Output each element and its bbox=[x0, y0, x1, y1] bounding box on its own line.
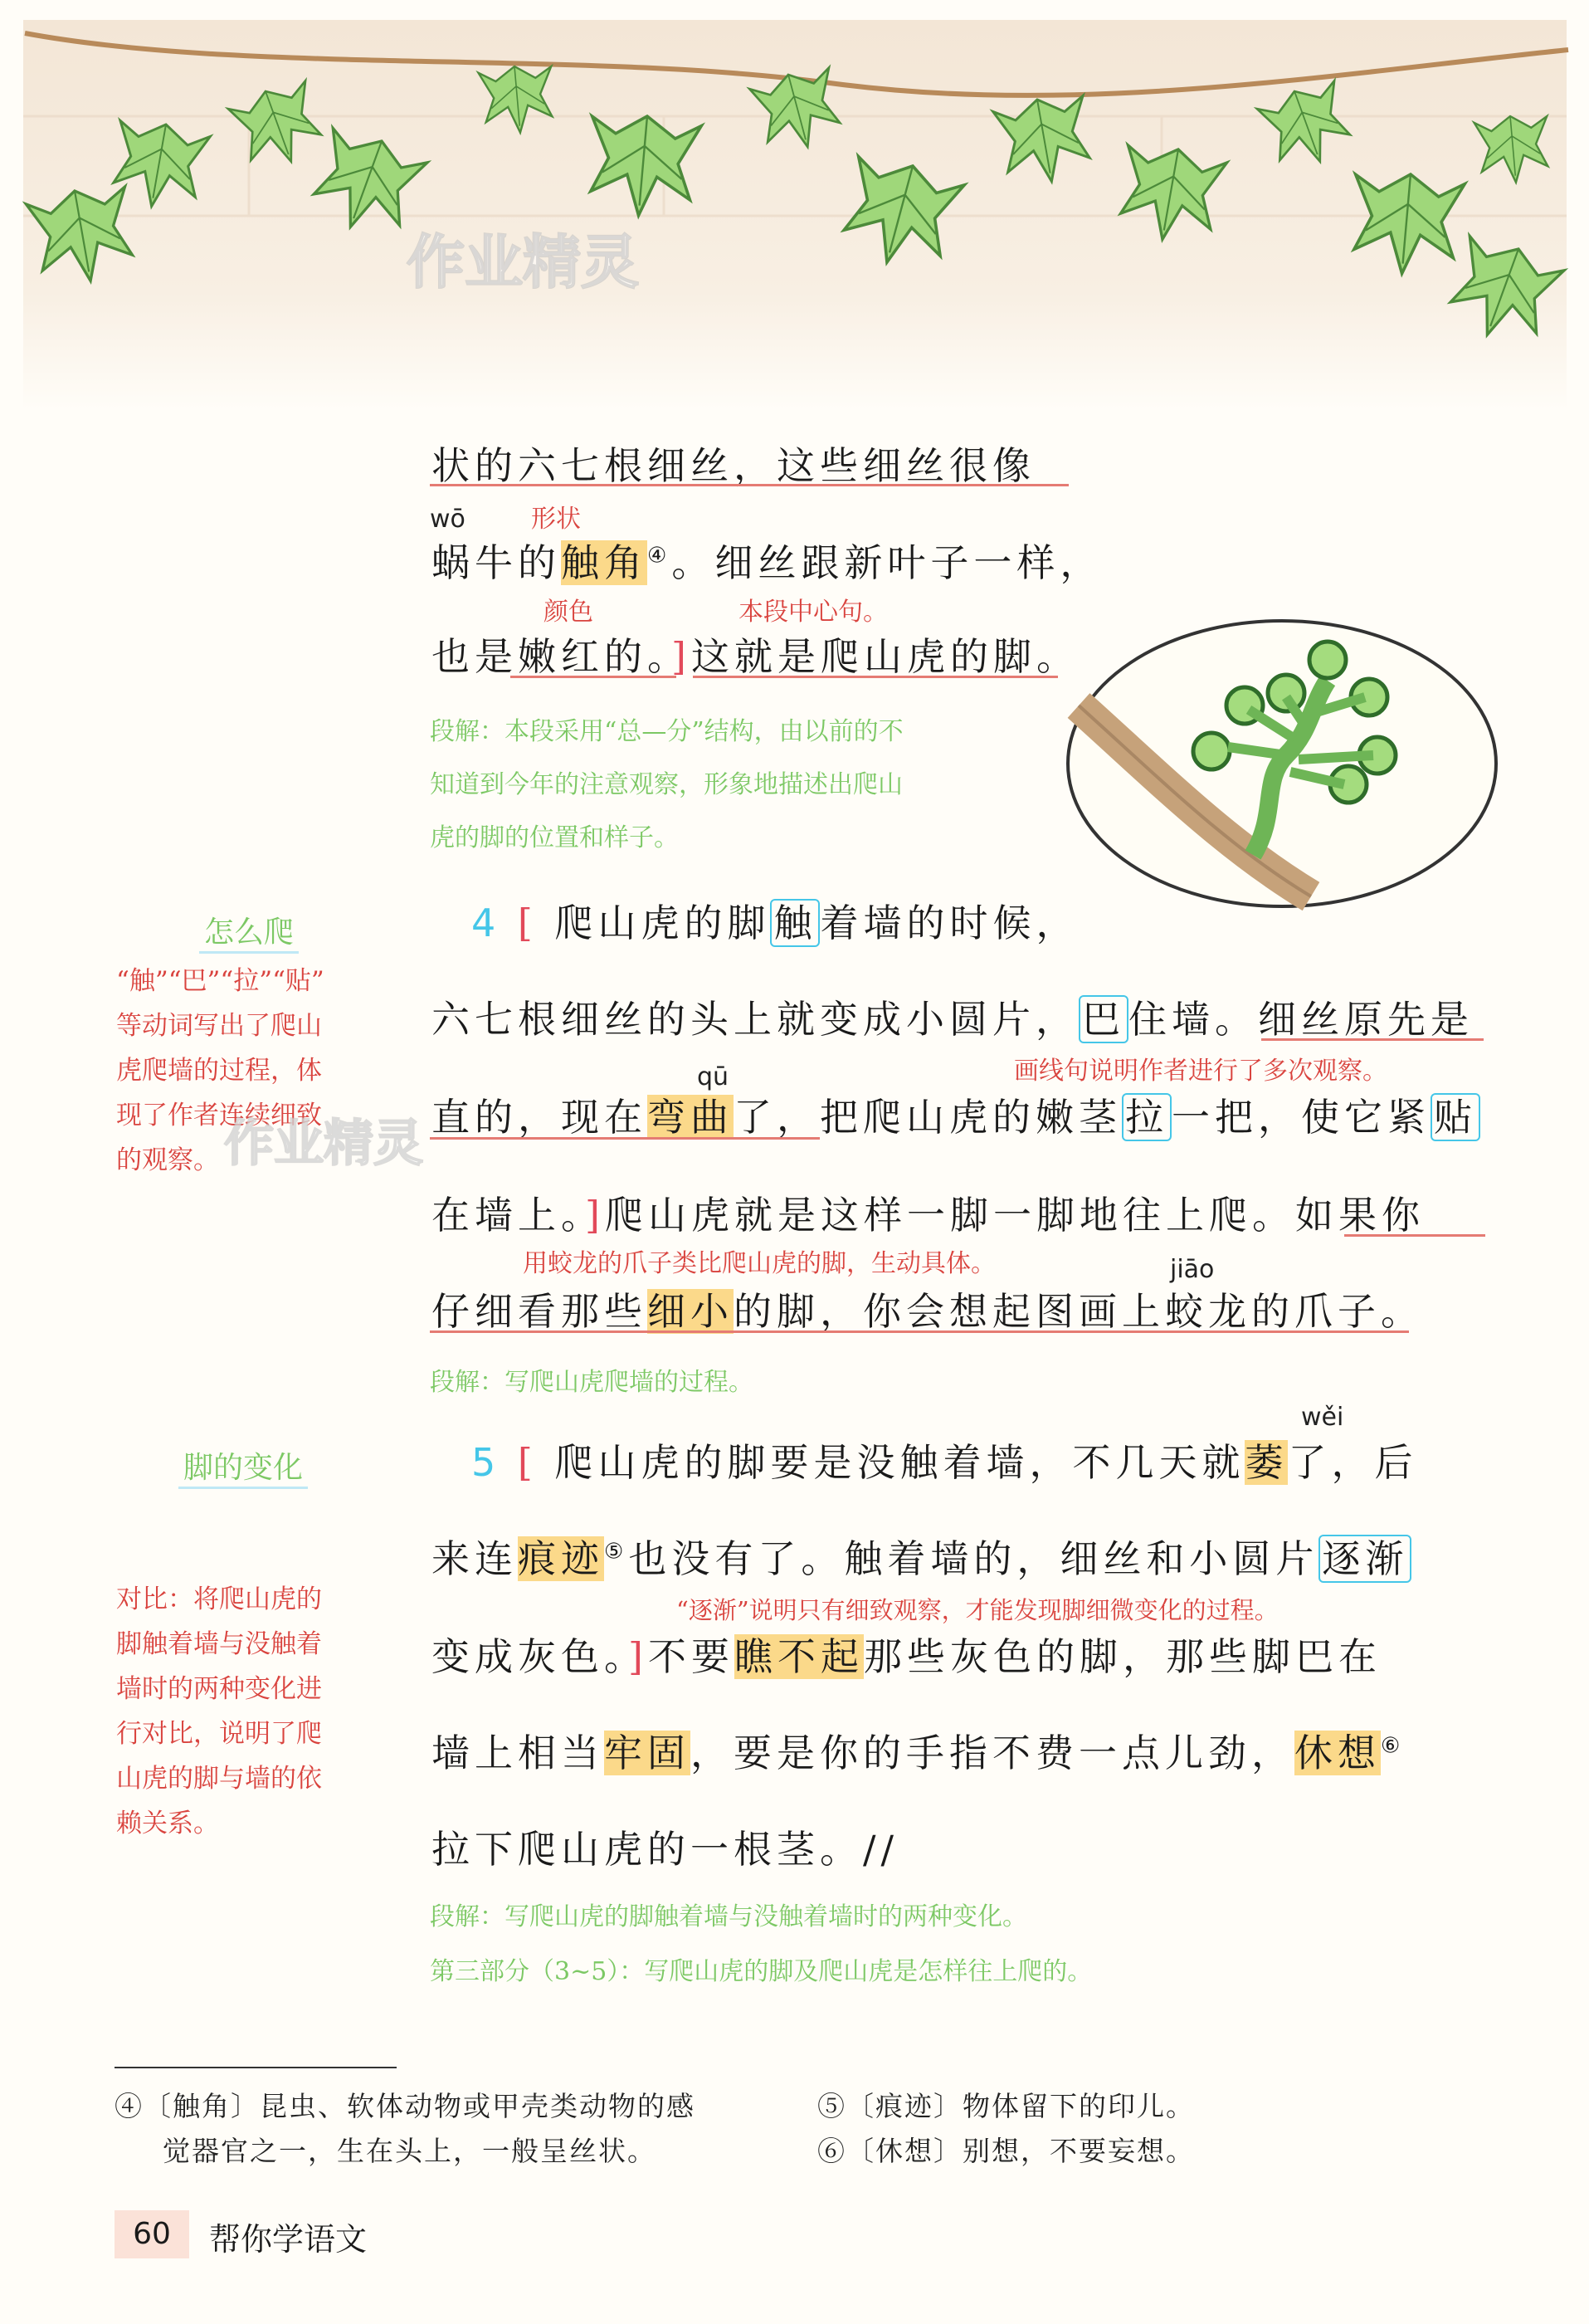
p3-line3-underline-a bbox=[510, 676, 676, 678]
p3-analysis-line1: 段解：本段采用“总—分”结构，由以前的不 bbox=[430, 717, 904, 746]
p4-line4-underline bbox=[1344, 1234, 1485, 1237]
leaf-banner bbox=[0, 0, 1589, 415]
p3-analysis-line2: 知道到今年的注意观察，形象地描述出爬山 bbox=[430, 770, 903, 799]
ann-yanse: 颜色 bbox=[543, 598, 593, 627]
footnote-divider bbox=[115, 2067, 397, 2068]
watermark: 作业精灵 bbox=[407, 228, 639, 296]
p4-line1: 4 [ 爬山虎的脚触着墙的时候， bbox=[471, 901, 1080, 945]
p3-line1-underline bbox=[430, 484, 1069, 486]
pinyin-wo: wō bbox=[430, 505, 465, 534]
p5-line5: 拉下爬山虎的一根茎。// bbox=[431, 1827, 899, 1872]
p4-line3: 直的，现在弯曲了，把爬山虎的嫩茎拉一把，使它紧贴 bbox=[431, 1087, 1480, 1142]
footnote-4-line1: ④〔触角〕昆虫、软体动物或甲壳类动物的感 bbox=[115, 2090, 695, 2122]
ann-compare: 用蛟龙的爪子类比爬山虎的脚，生动具体。 bbox=[523, 1249, 996, 1278]
p5-line1: 5 [ 爬山虎的脚要是没触着墙，不几天就萎了，后 bbox=[471, 1440, 1418, 1485]
p3-line3: 也是嫩红的。]这就是爬山虎的脚。 bbox=[431, 634, 1080, 679]
side-title-foot-change: 脚的变化 bbox=[178, 1444, 308, 1489]
pinyin-wei: wěi bbox=[1301, 1403, 1344, 1432]
side-title-how-climb: 怎么爬 bbox=[199, 909, 299, 954]
p5-line3: 变成灰色。]不要瞧不起那些灰色的脚，那些脚巴在 bbox=[431, 1634, 1382, 1679]
p4-line2: 六七根细丝的头上就变成小圆片，巴住墙。细丝原先是 bbox=[431, 997, 1474, 1042]
p5-line2: 来连痕迹⑤也没有了。触着墙的，细丝和小圆片逐渐 bbox=[431, 1529, 1411, 1584]
p4-line5: 仔细看那些细小的脚，你会想起图画上蛟龙的爪子。 bbox=[431, 1289, 1424, 1334]
p4-line2-underline bbox=[1261, 1038, 1484, 1041]
watermark-2: 作业精灵 bbox=[224, 1115, 423, 1173]
pinyin-jiao: jiāo bbox=[1170, 1255, 1215, 1284]
p4-analysis: 段解：写爬山虎爬墙的过程。 bbox=[430, 1368, 753, 1397]
p5-analysis-2: 第三部分（3~5）：写爬山虎的脚及爬山虎是怎样往上爬的。 bbox=[430, 1957, 1093, 1986]
ann-multi-observe: 画线句说明作者进行了多次观察。 bbox=[1014, 1057, 1387, 1086]
p4-line5-underline bbox=[430, 1330, 1409, 1333]
page-number: 60 bbox=[115, 2210, 189, 2258]
p4-line3-underline bbox=[430, 1137, 820, 1140]
p5-line4: 墙上相当牢固，要是你的手指不费一点儿劲，休想⑥ bbox=[431, 1731, 1406, 1775]
p4-line4: 在墙上。]爬山虎就是这样一脚一脚地往上爬。如果你 bbox=[431, 1193, 1425, 1238]
ann-center-sentence: 本段中心句。 bbox=[738, 598, 888, 627]
ann-gradual: “逐渐”说明只有细致观察，才能发现脚细微变化的过程。 bbox=[676, 1596, 1279, 1624]
p5-analysis-1: 段解：写爬山虎的脚触着墙与没触着墙时的两种变化。 bbox=[430, 1902, 1027, 1931]
footnote-6: ⑥〔休想〕别想，不要妄想。 bbox=[817, 2135, 1195, 2167]
footnote-4-line2: 觉器官之一，生在头上，一般呈丝状。 bbox=[163, 2135, 656, 2167]
book-title: 帮你学语文 bbox=[209, 2221, 368, 2258]
pinyin-qu: qū bbox=[697, 1062, 729, 1091]
side-note-1: “触”“巴”“拉”“贴” 等动词写出了爬山 虎爬墙的过程，体 现了作者连续细致 的观察。 bbox=[116, 966, 324, 1175]
side-note-2: 对比：将爬山虎的 脚触着墙与没触着 墙时的两种变化进 行对比，说明了爬 山虎的脚与墙的依 赖关系。 bbox=[116, 1584, 322, 1838]
p3-line2: 蜗牛的触角④。细丝跟新叶子一样， bbox=[431, 540, 1104, 585]
footnote-5: ⑤〔痕迹〕物体留下的印儿。 bbox=[817, 2090, 1195, 2122]
p3-line1: 状的六七根细丝，这些细丝很像 bbox=[431, 443, 1036, 488]
ann-xingzhuang: 形状 bbox=[531, 505, 581, 534]
p3-analysis-line3: 虎的脚的位置和样子。 bbox=[430, 823, 679, 852]
ivy-foot-illustration bbox=[1062, 614, 1502, 913]
p3-line3-underline-b bbox=[693, 676, 1058, 678]
